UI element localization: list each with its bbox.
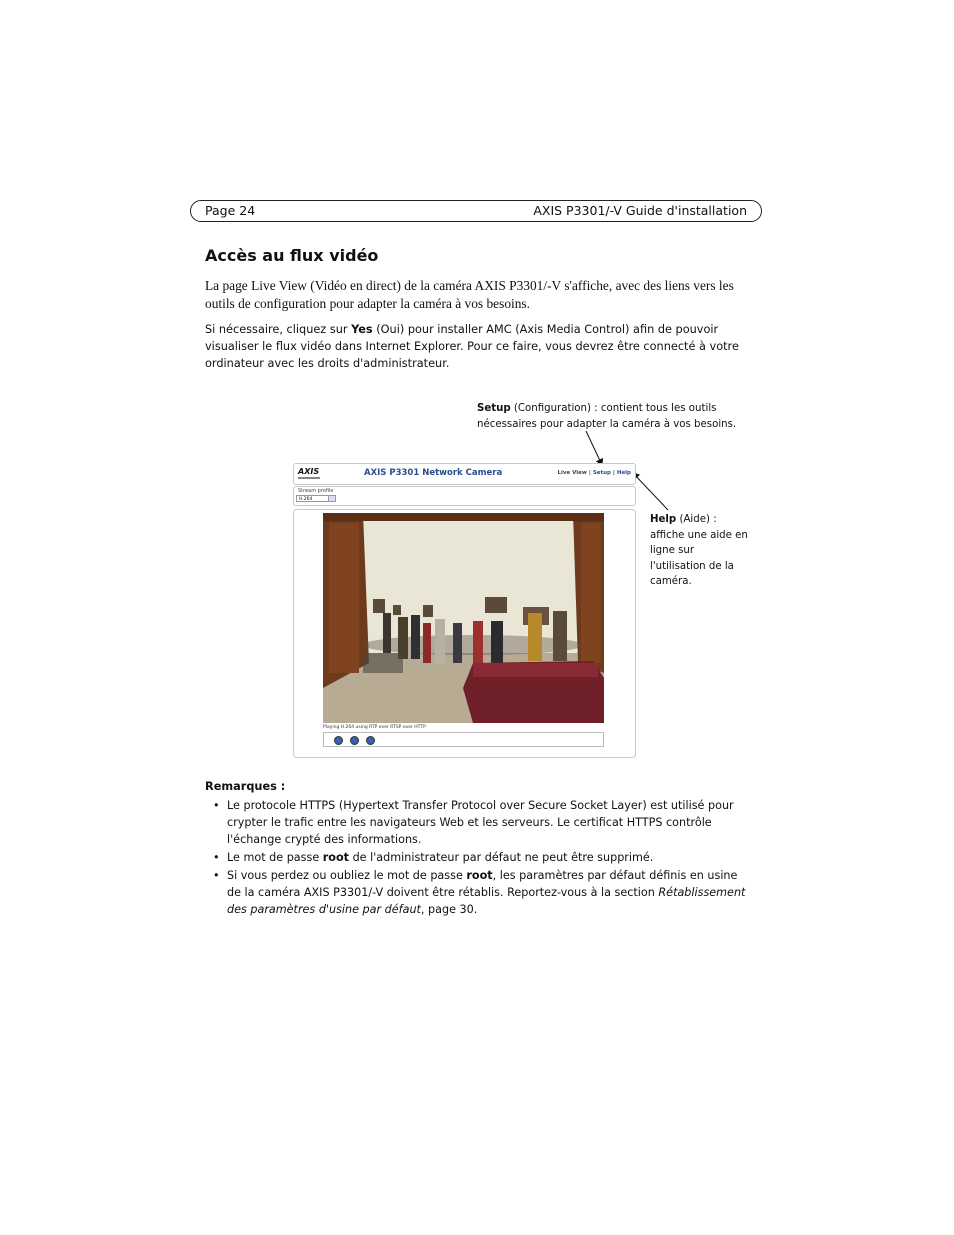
nav-help[interactable]: Help bbox=[616, 470, 631, 476]
stream-profile-panel bbox=[293, 486, 636, 506]
note-text: de l'administrateur par défaut ne peut être supprimé. bbox=[349, 851, 654, 864]
fullscreen-button[interactable] bbox=[366, 736, 375, 745]
stream-profile-label: Stream profile bbox=[298, 488, 334, 494]
note-text: Si vous perdez ou oubliez le mot de passe bbox=[227, 869, 467, 882]
camera-nav bbox=[557, 470, 631, 476]
video-viewer bbox=[293, 509, 636, 758]
page-header bbox=[190, 200, 762, 222]
help-arrow bbox=[633, 473, 668, 510]
player-controls bbox=[323, 732, 604, 747]
bullet: • bbox=[213, 851, 220, 864]
list-item bbox=[213, 849, 753, 866]
yes-term: Yes bbox=[351, 323, 373, 336]
setup-callout-term: Setup bbox=[477, 403, 511, 414]
notes-title: Remarques : bbox=[205, 780, 286, 793]
setup-callout-text: (Configuration) : contient tous les outils nécessaires pour adapter la caméra à vos besoins. bbox=[477, 403, 737, 430]
stream-profile-select[interactable] bbox=[296, 495, 336, 502]
video-frame-image bbox=[323, 513, 604, 723]
help-callout-text: (Aide) : affiche une aide en ligne sur l'utilisation de la caméra. bbox=[650, 514, 748, 588]
live-view-screenshot bbox=[293, 463, 636, 759]
intro-paragraph: La page Live View (Vidéo en direct) de la caméra AXIS P3301/-V s'affiche, avec des liens vers les outils de configuration pour adapter la caméra à vos besoins. bbox=[205, 278, 734, 311]
setup-arrow bbox=[586, 431, 602, 465]
camera-topbar bbox=[293, 463, 636, 485]
note-text: , les paramètres par défaut définis en usine de la caméra AXIS P3301/-V doivent être rétablis. Reportez-vous à la section bbox=[227, 869, 738, 899]
chevron-down-icon bbox=[328, 496, 335, 501]
list-item bbox=[213, 867, 753, 918]
bullet: • bbox=[213, 799, 220, 812]
nav-live-view[interactable]: Live View bbox=[557, 470, 587, 476]
list-item bbox=[213, 797, 753, 848]
note-text: Le protocole HTTPS (Hypertext Transfer Protocol over Secure Socket Layer) est utilisé pour crypter le trafic entre les navigateurs Web et les serveurs. Le certificat HTTPS contrôle l'échange crypté des informations. bbox=[227, 799, 734, 846]
amc-paragraph bbox=[205, 321, 750, 372]
amc-text-a: Si nécessaire, cliquez sur bbox=[205, 323, 352, 336]
root-term: root bbox=[466, 869, 493, 882]
nav-separator: | bbox=[611, 470, 617, 476]
stop-button[interactable] bbox=[334, 736, 343, 745]
axis-logo-underline bbox=[298, 477, 320, 479]
camera-title: AXIS P3301 Network Camera bbox=[364, 468, 503, 478]
stream-status-text: Playing H.264 using RTP over RTSP over HTTP bbox=[323, 725, 426, 730]
nav-setup[interactable]: Setup bbox=[592, 470, 611, 476]
note-text: , page 30. bbox=[420, 903, 478, 916]
document-title: AXIS P3301/-V Guide d'installation bbox=[533, 203, 747, 218]
nav-separator: | bbox=[586, 470, 593, 476]
axis-logo: AXIS bbox=[298, 467, 320, 476]
snapshot-button[interactable] bbox=[350, 736, 359, 745]
section-reference: Rétablissement des paramètres d'usine par défaut bbox=[227, 886, 746, 916]
bullet: • bbox=[213, 869, 220, 882]
section-title: Accès au flux vidéo bbox=[205, 246, 379, 265]
note-text: Le mot de passe bbox=[227, 851, 323, 864]
help-callout bbox=[650, 512, 750, 590]
amc-text-b: (Oui) pour installer AMC (Axis Media Control) afin de pouvoir visualiser le flux vidéo dans Internet Explorer. Pour ce faire, vous devrez être connecté à votre ordinateur avec les droits d'administrateur. bbox=[205, 323, 739, 370]
stream-profile-value: H.264 bbox=[299, 497, 313, 502]
root-term: root bbox=[322, 851, 350, 864]
setup-callout bbox=[477, 401, 737, 432]
page-number: Page 24 bbox=[205, 203, 256, 218]
notes-list bbox=[213, 797, 753, 919]
help-callout-term: Help bbox=[650, 514, 677, 525]
